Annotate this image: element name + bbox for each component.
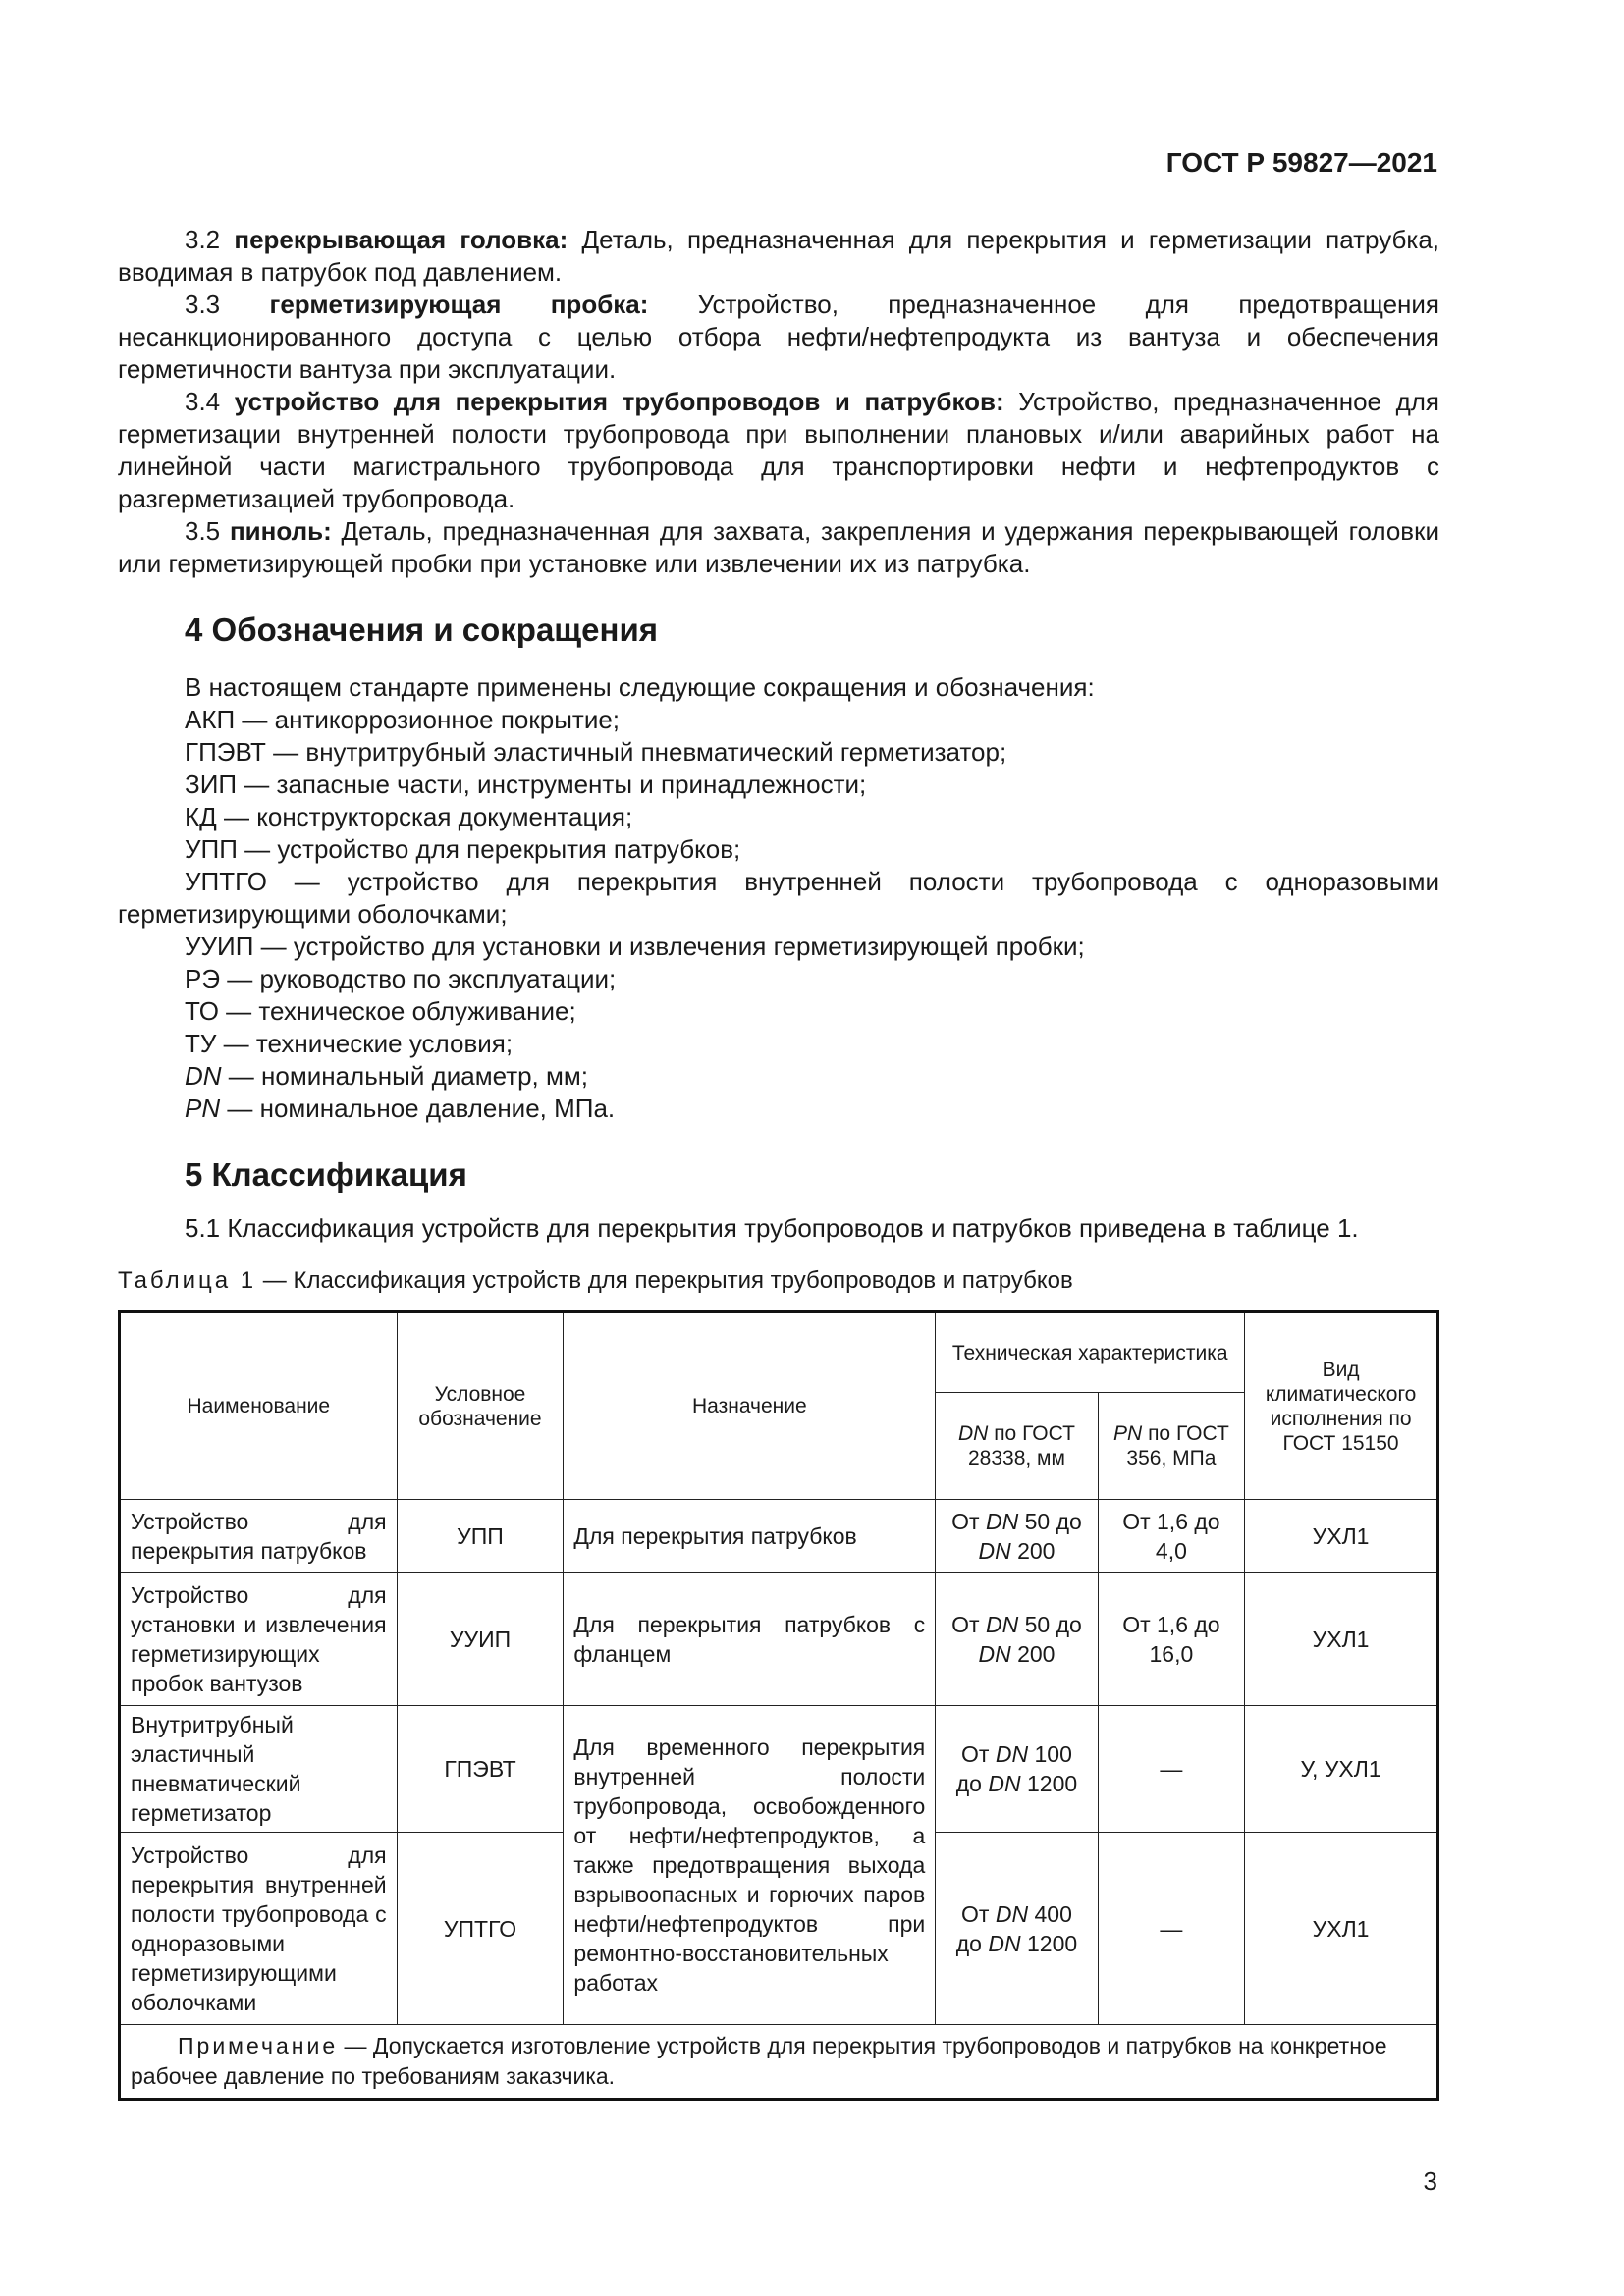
- header-purpose: Назначение: [564, 1312, 936, 1500]
- cell-dn: От DN 50 до DN 200: [936, 1573, 1098, 1706]
- abbr-pn: PN — номинальное давление, МПа.: [185, 1094, 616, 1123]
- term-3-3: 3.3 герметизирующая пробка: Устройство, предназначенное для предотвращения несанкционированного доступа с целью отбора нефти/нефтепродукта из вантуза и обеспечения герметичности вантуза при эксплуатации.: [118, 290, 1439, 384]
- term-3-2: 3.2 перекрывающая головка: Деталь, предназначенная для перекрытия и герметизации патрубка, вводимая в патрубок под давлением.: [118, 225, 1440, 287]
- cell-purpose-merged: Для временного перекрытия внутренней полости трубопровода, освобожденного от нефти/нефтепродуктов, а также предотвращения выхода взрывоопасных и горючих паров нефти/нефтепродуктов при ремонтно-восстановительных работах: [564, 1706, 936, 2025]
- table-caption: Таблица 1 — Классификация устройств для перекрытия трубопроводов и патрубков: [118, 1267, 1073, 1294]
- cell-pn: От 1,6 до 16,0: [1098, 1573, 1244, 1706]
- clause-5-1: 5.1 Классификация устройств для перекрытия трубопроводов и патрубков приведена в таблице 1.: [185, 1213, 1359, 1243]
- abbr-kd: КД — конструкторская документация;: [185, 802, 633, 831]
- cell-purpose: Для перекрытия патрубков: [564, 1500, 936, 1573]
- abbr-gpevt: ГПЭВТ — внутритрубный эластичный пневматический герметизатор;: [185, 737, 1007, 767]
- abbr-dn: DN — номинальный диаметр, мм;: [185, 1061, 588, 1091]
- abbr-to: ТО — техническое облуживание;: [185, 996, 576, 1026]
- cell-climate: УХЛ1: [1245, 1833, 1438, 2025]
- term-3-5-definition: Деталь, предназначенная для захвата, закрепления и удержания перекрывающей головки или герметизирующей пробки при установке или извлечении их из патрубка.: [118, 516, 1440, 578]
- table-note-row: [120, 2025, 1438, 2100]
- section-4-heading: 4 Обозначения и сокращения: [185, 612, 658, 648]
- term-3-2-definition: Деталь, предназначенная для перекрытия и герметизации патрубка, вводимая в патрубок под давлением.: [118, 225, 1440, 287]
- term-3-4-definition: Устройство, предназначенное для герметизации внутренней полости трубопровода при выполнении плановых и/или аварийных работ на линейной части магистрального трубопровода для транспортировки нефти и нефтепродуктов с разгерметизацией трубопровода.: [118, 387, 1439, 513]
- abbr-uuip: УУИП — устройство для установки и извлечения герметизирующей пробки;: [185, 932, 1085, 961]
- cell-pn: —: [1098, 1833, 1244, 2025]
- cell-dn: От DN 100 до DN 1200: [936, 1706, 1098, 1833]
- header-code: Условное обозначение: [397, 1312, 564, 1500]
- classification-table: [118, 1310, 1439, 2101]
- term-3-3-name: герметизирующая пробка:: [269, 290, 649, 319]
- abbr-uptgo: УПТГО — устройство для перекрытия внутренней полости трубопровода с одноразовыми герметизирующими оболочками;: [118, 867, 1439, 929]
- table-label: Таблица 1: [118, 1267, 257, 1294]
- abbr-akp: АКП — антикоррозионное покрытие;: [185, 705, 621, 734]
- term-3-3-definition: Устройство, предназначенное для предотвращения несанкционированного доступа с целью отбора нефти/нефтепродукта из вантуза и обеспечения герметичности вантуза при эксплуатации.: [118, 290, 1439, 384]
- header-climate: Вид климатического исполнения по ГОСТ 15150: [1245, 1312, 1438, 1500]
- table-note: [120, 2025, 1438, 2100]
- header-name: Наименование: [120, 1312, 398, 1500]
- header-pn: PN по ГОСТ 356, МПа: [1098, 1393, 1244, 1500]
- page-number: 3: [1423, 2166, 1437, 2196]
- note-label: Примечание: [178, 2033, 339, 2058]
- cell-climate: УХЛ1: [1245, 1500, 1438, 1573]
- cell-name: Устройство для перекрытия патрубков: [120, 1500, 398, 1573]
- term-3-5: 3.5 пиноль: Деталь, предназначенная для захвата, закрепления и удержания перекрывающей головки или герметизирующей пробки при установке или извлечении их из патрубка.: [118, 516, 1440, 578]
- section-5-heading: 5 Классификация: [185, 1156, 467, 1193]
- term-3-4-name: устройство для перекрытия трубопроводов и патрубков:: [234, 387, 1004, 416]
- abbr-zip: ЗИП — запасные части, инструменты и принадлежности;: [185, 770, 867, 799]
- term-3-5-name: пиноль:: [229, 516, 332, 546]
- cell-code: УУИП: [397, 1573, 564, 1706]
- note-text: — Допускается изготовление устройств для перекрытия трубопроводов и патрубков на конкретное рабочее давление по требованиям заказчика.: [131, 2033, 1387, 2089]
- cell-pn: От 1,6 до 4,0: [1098, 1500, 1244, 1573]
- abbr-re: РЭ — руководство по эксплуатации;: [185, 964, 617, 993]
- cell-pn: —: [1098, 1706, 1244, 1833]
- term-3-2-name: перекрывающая головка:: [234, 225, 568, 254]
- cell-name: Устройство для установки и извлечения герметизирующих пробок вантузов: [120, 1573, 398, 1706]
- table-row: [120, 1706, 1438, 1833]
- cell-purpose: Для перекрытия патрубков с фланцем: [564, 1573, 936, 1706]
- abbr-upp: УПП — устройство для перекрытия патрубков;: [185, 834, 741, 864]
- term-3-4: 3.4 устройство для перекрытия трубопроводов и патрубков: Устройство, предназначенное для герметизации внутренней полости трубопровода при выполнении плановых и/или аварийных работ на линейной части магистрального трубопровода для транспортировки нефти и нефтепродуктов с разгерметизацией трубопровода.: [118, 387, 1439, 513]
- cell-name: Устройство для перекрытия внутренней полости трубопровода с одноразовыми герметизирующими оболочками: [120, 1833, 398, 2025]
- cell-name: Внутритрубный эластичный пневматический герметизатор: [120, 1706, 398, 1833]
- cell-dn: От DN 400 до DN 1200: [936, 1833, 1098, 2025]
- table-row: [120, 1500, 1438, 1573]
- header-tech: Техническая характеристика: [936, 1312, 1245, 1393]
- table-header-row: [120, 1312, 1438, 1393]
- header-dn: DN по ГОСТ 28338, мм: [936, 1393, 1098, 1500]
- abbreviations-intro: В настоящем стандарте применены следующие сокращения и обозначения:: [185, 672, 1095, 702]
- cell-code: ГПЭВТ: [397, 1706, 564, 1833]
- cell-climate: УХЛ1: [1245, 1573, 1438, 1706]
- cell-climate: У, УХЛ1: [1245, 1706, 1438, 1833]
- abbr-tu: ТУ — технические условия;: [185, 1029, 514, 1058]
- standard-header: ГОСТ Р 59827—2021: [1165, 147, 1437, 178]
- cell-dn: От DN 50 до DN 200: [936, 1500, 1098, 1573]
- document-body: [118, 224, 1439, 2101]
- cell-code: УПП: [397, 1500, 564, 1573]
- cell-code: УПТГО: [397, 1833, 564, 2025]
- table-row: [120, 1573, 1438, 1706]
